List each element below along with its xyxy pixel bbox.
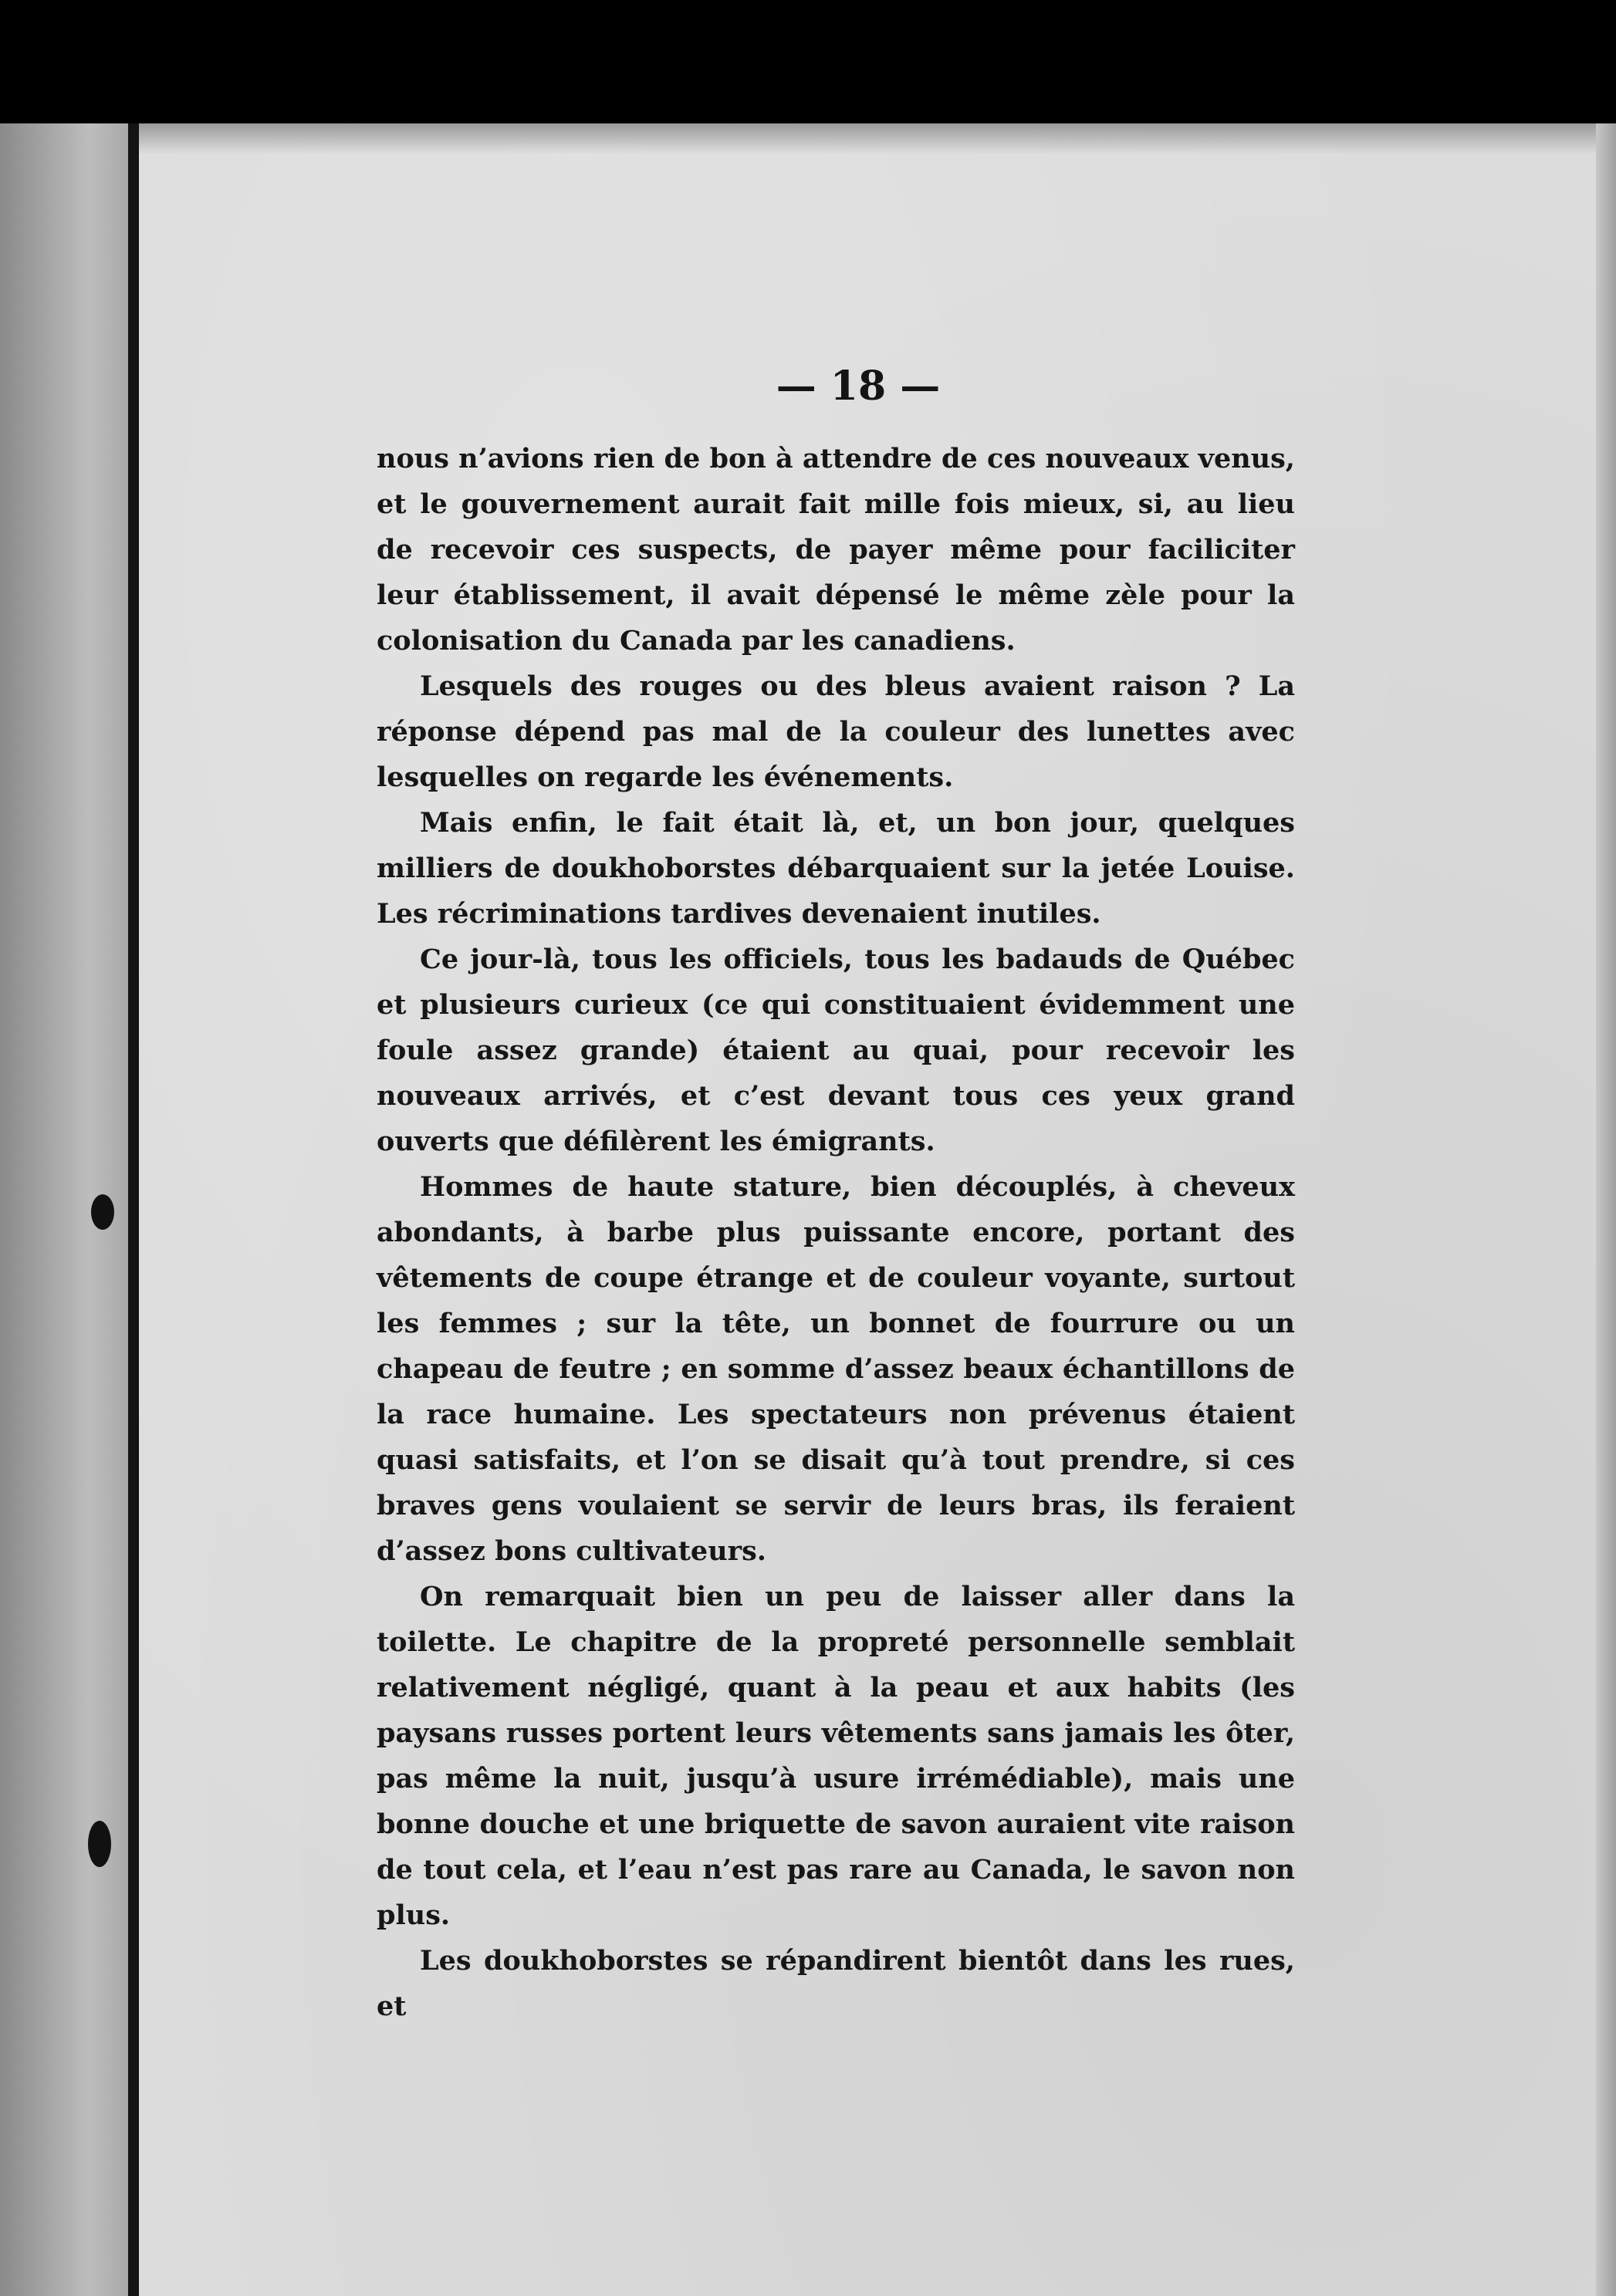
paragraph: Lesquels des rouges ou des bleus avaient raison ? La réponse dépend pas mal de la couleur des lunettes avec lesquelles on regarde les événements. bbox=[377, 670, 1295, 793]
right-page-edge bbox=[1596, 123, 1616, 2296]
paragraph: On remarquait bien un peu de laisser aller dans la toilette. Le chapitre de la propreté personnelle semblait relativement négligé, quant à la peau et aux habits (les paysans russes portent leurs vêtements sans jamais les ôter, pas même la nuit, jusqu’à usure irrémédiable), mais une bonne douche et une briquette de savon auraient vite raison de tout cela, et l’eau n’est pas rare au Canada, le savon non plus. bbox=[377, 1581, 1295, 1931]
paragraph: Ce jour-là, tous les officiels, tous les badauds de Québec et plusieurs curieux (ce qui constituaient évidemment une foule assez grande) étaient au quai, pour recevoir les nouveaux arrivés, et c’est devant tous ces yeux grand ouverts que défilèrent les émigrants. bbox=[377, 944, 1295, 1157]
body-text bbox=[377, 436, 1295, 2029]
binding-ring-upper bbox=[91, 1194, 114, 1230]
page-number: — 18 — bbox=[776, 363, 941, 410]
paragraph: Les doukhoborstes se répandirent bientôt dans les rues, et bbox=[377, 1945, 1295, 2022]
paragraph: Hommes de haute stature, bien découplés, à cheveux abondants, à barbe plus puissante encore, portant des vêtements de coupe étrange et de couleur voyante, surtout les femmes ; sur la tête, un bonnet de fourrure ou un chapeau de feutre ; en somme d’assez beaux échantillons de la race humaine. Les spectateurs non prévenus étaient quasi satisfaits, et l’on se disait qu’à tout prendre, si ces braves gens voulaient se servir de leurs bras, ils feraient d’assez bons cultivateurs. bbox=[377, 1171, 1295, 1567]
page-top-shadow bbox=[131, 123, 1613, 154]
paragraph: Mais enfin, le fait était là, et, un bon jour, quelques milliers de doukhoborstes débarquaient sur la jetée Louise. Les récriminations tardives devenaient inutiles. bbox=[377, 807, 1295, 930]
paragraph: nous n’avions rien de bon à attendre de ces nouveaux venus, et le gouvernement aurait fait mille fois mieux, si, au lieu de recevoir ces suspects, de payer même pour faciliciter leur établissement, il avait dépensé le même zèle pour la colonisation du Canada par les canadiens. bbox=[377, 443, 1295, 657]
binding-ring-lower bbox=[88, 1821, 111, 1867]
binding-edge bbox=[128, 123, 139, 2296]
